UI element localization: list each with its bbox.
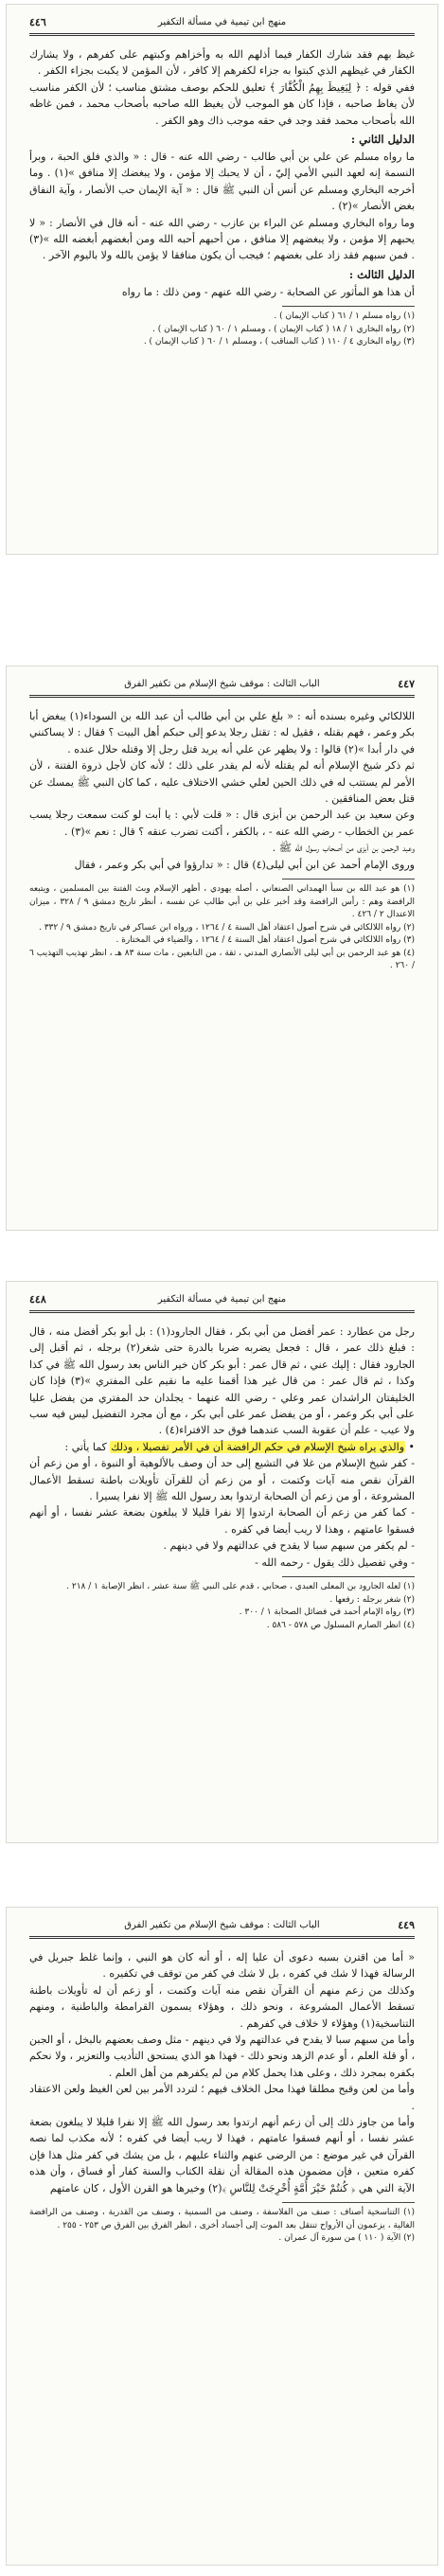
paragraph: اللالكائي وغيره بسنده أنه : « بلغ علي بن أبي طالب أن عبد الله بن السوداء(١) يبغض أبا بكر وعمر ، فهم بقتله ، فقيل له : تقتل رجلا يدعو إلى حبكم أهل البيت ؟ فقال : لا يساكنني في دار أبدا »(٢) قالوا : ولا يظهر عن علي أنه يريد قتل رجل إلا وقتله حلال عنده . bbox=[29, 710, 416, 755]
paragraph: ثم ذكر شيخ الإسلام أنه لم يقتله لأنه لم يقدر على ذلك ؛ لأنه كان لأجل ذروة الفتنة ، لأن الأمر لم يستتب له في ذلك الحين لعلي خشي الاختلاف عليه ، كما كان النبي ﷺ يمسك عن قتل بعض المنافقين . bbox=[29, 759, 415, 806]
page-body bbox=[29, 1324, 415, 1632]
book-page bbox=[6, 4, 438, 555]
footnote: (١) التناسخية أصناف : صنف من الفلاسفة ، وصنف من السمنية ، وصنف من القدرية ، وصنف من الرافضة الغالية ، يزعمون أن الأرواح تنتقل بعد الموت إلى أجساد أخرى ، انظر الفرق بين الفرق ص ٢٥٣ - ٢٥٥ . bbox=[29, 2208, 415, 2230]
section-heading: الدليل الثالث : bbox=[348, 267, 415, 281]
page-number: ٤٤٩ bbox=[398, 1919, 415, 1931]
paragraph: ما رواه مسلم عن علي بن أبي طالب - رضي الله عنه - قال : « والذي فلق الحبة ، وبرأ النسمة إنه لعهد النبي الأمي إليّ ، أن لا يحبك إلا مؤمن ، ولا يبغضك إلا منافق »(١) . وما أخرجه البخاري ومسلم عن أنس أن النبي ﷺ قال : « آية الإيمان حب الأنصار ، وآية النفاق بغض الأنصار »(٢) . bbox=[29, 151, 416, 213]
footnote: (١) لعله الجارود بن المعلى العبدي ، صحابي ، قدم على النبي ﷺ سنة عشر ، انظر الإصابة ١ / ٢١٨ . bbox=[66, 1582, 415, 1592]
footnote: (٢) رواه اللالكائي في شرح أصول اعتقاد أهل السنة ٤ / ١٢٦٤ ، ورواه ابن عساكر في تاريخ دمشق ٩ / ٣٣٢ . bbox=[38, 922, 415, 933]
paragraph: « أما من اقترن بسبه دعوى أن عليا إله ، أو أنه كان هو النبي ، وإنما غلط جبريل في الرسالة فهذا لا شك في كفره ، بل لا شك في كفر من توقف في تكفيره . bbox=[29, 1951, 415, 1981]
footnote: (٣) رواه البخاري ٤ / ١١٠ ( كتاب المناقب ) ، ومسلم ١ / ٦٠ ( كتاب الإيمان ) . bbox=[143, 337, 415, 347]
paragraph: غيظ بهم فقد شارك الكفار فيما أذلهم الله به وأخزاهم وكبتهم على كفرهم ، ولا يشارك الكفار في غيظهم الذي كبتوا به جزاء لكفرهم إلا كافر ، لأن المؤمن لا يكبت بجزاء الكفر . bbox=[29, 48, 415, 78]
section-heading: الدليل الثاني : bbox=[350, 133, 415, 147]
footnote-divider bbox=[282, 2202, 415, 2203]
book-page bbox=[6, 1281, 438, 1843]
running-title: منهج ابن تيمية في مسألة التكفير bbox=[157, 1294, 287, 1305]
paragraph: - وفي تفصيل ذلك يقول - رحمه الله - bbox=[255, 1555, 415, 1569]
footnote: (٤) انظر الصارم المسلول ص ٥٧٨ - ٥٨٦ . bbox=[266, 1620, 415, 1630]
footnote: (١) هو عبد الله بن سبأ الهمداني الصنعاني ، أصله يهودي ، أظهر الإسلام وبث الفتنة بين المسلمين ، ويتبعه الرافضة وهم : رأس الرافضة وقد أخبر علي بن أبي طالب عن نفسه ، أنظر تاريخ دمشق ٩ / ٣٢٨ ، ميزان الاعتدال ٢ / ٤٢٦ . bbox=[29, 884, 416, 920]
page-number: ٤٤٨ bbox=[29, 1293, 46, 1306]
book-page bbox=[6, 1907, 438, 2566]
highlighted-text: والذي يراه شيخ الإسلام في حكم الرافضة أن في الأمر تفصيلا ، وذلك bbox=[111, 1440, 404, 1453]
running-title: منهج ابن تيمية في مسألة التكفير bbox=[157, 17, 287, 27]
paragraph: - كفر شيخ الإسلام من غلا في التشيع إلى حد أن وصف بالألوهية أو النبوة ، أو من زعم أن القرآن نقص منه آيات وكتمت ، أو من زعم أن للقرآن تأويلات باطنة تسقط الأعمال المشروعة ، أو من زعم أن الصحابة ارتدوا بعد رسول الله ﷺ إلا نفرا يسيرا . bbox=[29, 1457, 415, 1503]
page-body bbox=[29, 1949, 415, 2246]
footnote: (١) رواه مسلم ١ / ٦١ ( كتاب الإيمان ) . bbox=[274, 311, 415, 322]
paragraph: وعبد الرحمن بن أبزى من أصحاب رسول الله ﷺ . bbox=[272, 842, 415, 855]
paragraph: - كما كفر من زعم أن الصحابة ارتدوا إلا نفرا قليلا لا يبلغون بضعة عشر نفسا ، أو أنهم فسقوا عامتهم ، وهذا لا ريب أيضا في كفره . bbox=[29, 1506, 415, 1536]
footnote: (٢) رواه البخاري ١ / ١٨ ( كتاب الإيمان ) ، ومسلم ١ / ٦٠ ( كتاب الإيمان ) . bbox=[152, 324, 415, 334]
page-header bbox=[29, 1917, 415, 1939]
page-body bbox=[29, 708, 415, 973]
paragraph: - لم يكفر من سبهم سبا لا يقدح في عدالتهم ولا في دينهم . bbox=[163, 1539, 415, 1553]
highlighted-paragraph: • والذي يراه شيخ الإسلام في حكم الرافضة أن في الأمر تفصيلا ، وذلك كما يأتي : bbox=[64, 1440, 415, 1453]
paragraph: وأما من سبهم سبا لا يقدح في عدالتهم ولا في دينهم - مثل وصف بعضهم بالبخل ، أو الجبن ، أو قلة العلم ، أو عدم الزهد ونحو ذلك - فهذا هو الذي يستحق التأديب والتعزير ، ولا نحكم بكفره بمجرد ذلك ، وعلى هذا يحمل كلام من لم يكفرهم من أهل العلم . bbox=[29, 2034, 415, 2079]
footnote: (٢) شغر برجله : رفعها . bbox=[329, 1594, 415, 1605]
paragraph: أن هذا هو المأثور عن الصحابة - رضي الله عنهم - ومن ذلك : ما رواه bbox=[121, 285, 415, 298]
book-page bbox=[6, 666, 438, 1231]
page-body bbox=[29, 46, 415, 349]
paragraph: ففي قوله : ﴿ لِيَغِيظَ بِهِمُ الْكُفَّارَ ﴾ تعليق للحكم بوصف مشتق مناسب ؛ لأن الكفر مناسب لأن يغاظ صاحبه ، فإذا كان هو الموجب لأن يغيظ الله صاحبه بأصحاب محمد ، فمن غاظه الله بأصحاب محمد فقد وجد في حقه موجب ذاك وهو الكفر . bbox=[29, 80, 415, 127]
footnote: (٤) هو عبد الرحمن بن أبي ليلى الأنصاري المدني ، ثقة ، من التابعين ، مات سنة ٨٣ هـ ، انظر تهذيب التهذيب ٦ / ٢٦٠ . bbox=[29, 948, 416, 971]
page-header bbox=[29, 1291, 415, 1313]
paragraph: وعن سعيد بن عبد الرحمن بن أبزى قال : « قلت لأبي : يا أبت لو كنت سمعت رجلا يسب عمر بن الخطاب - رضي الله عنه - ، بالكفر ، أكنت تضرب عنقه ؟ قال : نعم »(٣) . bbox=[29, 808, 415, 838]
paragraph: وأما من جاوز ذلك إلى أن زعم أنهم ارتدوا بعد رسول الله ﷺ إلا نفرا قليلا لا يبلغون بضعة عشر نفسا ، أو أنهم فسقوا عامتهم ، فهذا لا ريب أيضا في كفره ؛ لأنه مكذب لما نصه القرآن في غير موضع : من الرضى عنهم والثناء عليهم ، بل من يشك في كفر مثل هذا فإن كفره متعين ، فإن مضمون هذه المقالة أن نقلة الكتاب والسنة كفار أو فساق ، وأن هذه الآية التي هي ﴿ كُنتُمْ خَيْرَ أُمَّةٍ أُخْرِجَتْ لِلنَّاسِ ﴾(٢) وخيرها هو القرن الأول ، كان عامتهم bbox=[29, 2116, 415, 2194]
footnote-divider bbox=[282, 1576, 415, 1577]
footnote: (٣) رواه الإمام أحمد في فضائل الصحابة ١ / ٣٠٠ . bbox=[239, 1608, 415, 1618]
page-header bbox=[29, 676, 415, 698]
paragraph: وروى الإمام أحمد عن ابن أبي ليلى(٤) قال : « تدارؤوا في أبي بكر وعمر ، فقال bbox=[74, 858, 415, 871]
page-number: ٤٤٦ bbox=[29, 16, 46, 28]
footnote-divider bbox=[282, 306, 415, 307]
page-header bbox=[29, 14, 415, 36]
running-title: الباب الثالث : موقف شيخ الإسلام من تكفير الفرق bbox=[124, 679, 320, 689]
paragraph: وكذلك من زعم منهم أن القرآن نقص منه آيات وكتمت ، أو زعم أن له تأويلات باطنة تسقط الأعمال المشروعة ، ونحو ذلك ، وهؤلاء يسمون القرامطة والباطنية ، ومنهم التناسخية(١) وهؤلاء لا خلاف في كفرهم . bbox=[29, 1983, 415, 2030]
page-number: ٤٤٧ bbox=[398, 678, 415, 690]
paragraph: وأما من لعن وقبح مطلقا فهذا محل الخلاف فيهم ؛ لتردد الأمر بين لعن الغيظ ولعن الاعتقاد . bbox=[29, 2083, 415, 2112]
running-title: الباب الثالث : موقف شيخ الإسلام من تكفير الفرق bbox=[124, 1920, 320, 1930]
footnote: (٢) الآية ( ١١٠ ) من سورة آل عمران . bbox=[278, 2233, 415, 2244]
footnote: (٣) رواه اللالكائي في شرح أصول اعتقاد أهل السنة ٤ / ١٢٦٤ ، والضياء في المختارة . bbox=[115, 935, 415, 946]
paragraph-continuation: كما يأتي : bbox=[64, 1440, 107, 1453]
paragraph: وما رواه البخاري ومسلم عن البراء بن عازب - رضي الله عنه - أنه قال في الأنصار : « لا يحبهم إلا مؤمن ، ولا يبغضهم إلا منافق ، من أحبهم أحبه الله ومن أبغضهم أبغضه الله »(٣) . فمن سبهم فقد زاد على بغضهم ؛ فيجب أن يكون منافقا لا يؤمن بالله ولا باليوم الآخر . bbox=[29, 216, 415, 262]
paragraph: رجل من عطارد : عمر أفضل من أبي بكر ، فقال الجارود(١) : بل أبو بكر أفضل منه ، قال : فبلغ ذلك عمر ، قال : فجعل يضربه ضربا بالدرة حتى شغر(٢) برجله ، ثم أقبل إلى الجارود فقال : إليك عني ، ثم قال عمر : أبو بكر كان خير الناس بعد رسول الله ﷺ في كذا وكذا ، ثم قال عمر : من قال غير هذا أقمنا عليه ما نقيم على المفتري »(٣) فإذا كان الخليفتان الراشدان عمر وعلي - رضي الله عنهما - يجلدان حد المفتري من يفضل عليا على أبي بكر وعمر ، أو من يفضل عمر على أبي بكر ، مع أن مجرد التفضيل ليس فيه سب ولا عيب - علم أن عقوبة السب عندهما فوق حد الافتراء(٤) . bbox=[29, 1325, 416, 1437]
